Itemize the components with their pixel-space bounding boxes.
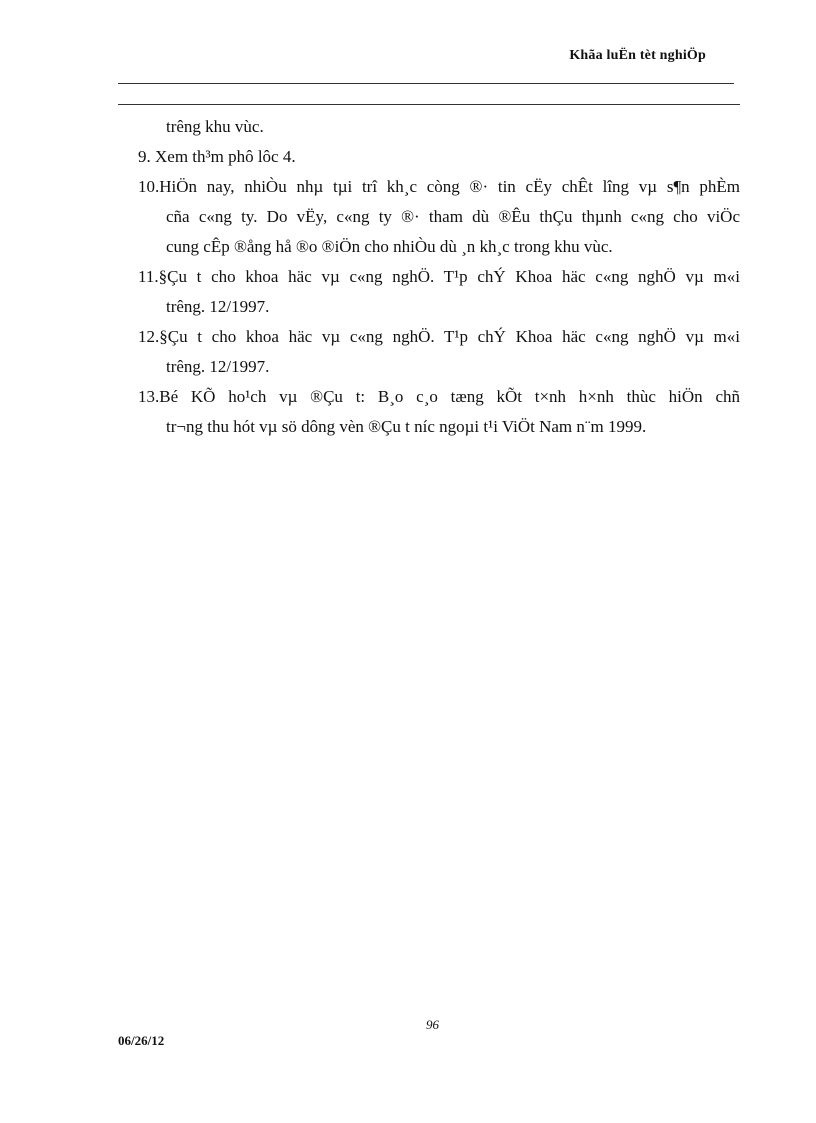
reference-item-13-line-1: 13.Bé KÕ ho¹ch vµ ®Çu t: B¸o c¸o tæng kÕt t×nh h×nh thùc hiÖn chñ [138,387,740,406]
reference-item-10-line-1: 10.HiÖn nay, nhiÒu nhµ tµi trî kh¸c còng ®· tin cËy chÊt lîng vµ s¶n phÈm [138,177,740,196]
page-number: 96 [426,1017,439,1032]
reference-continuation-line: trêng khu vùc. [166,117,264,136]
reference-item-9: 9. Xem th³m phô lôc 4. [138,147,296,166]
reference-item-13-line-2: tr¬ng thu hót vµ sö dông vèn ®Çu t níc ngoµi t¹i ViÖt Nam n¨m 1999. [166,417,647,436]
reference-item-10-line-2: cña c«ng ty. Do vËy, c«ng ty ®· tham dù ®Êu thÇu thµnh c«ng cho viÖc [166,207,740,226]
reference-item-11-line-1: 11.§Çu t cho khoa häc vµ c«ng nghÖ. T¹p chÝ Khoa häc c«ng nghÖ vµ m«i [138,267,740,286]
reference-list [138,112,740,442]
header-rule-top [118,83,734,84]
reference-item-11-line-2: trêng. 12/1997. [166,297,270,316]
footer-date: 06/26/12 [118,1033,165,1048]
running-header-title: Khãa luËn tèt nghiÖp [569,48,706,63]
reference-item-12-line-2: trêng. 12/1997. [166,357,270,376]
header-rule-bottom [118,104,740,105]
reference-item-10-line-3: cung cÊp ®ång hå ®o ®iÖn cho nhiÒu dù ¸n kh¸c trong khu vùc. [166,237,613,256]
reference-item-12-line-1: 12.§Çu t cho khoa häc vµ c«ng nghÖ. T¹p chÝ Khoa häc c«ng nghÖ vµ m«i [138,327,740,346]
